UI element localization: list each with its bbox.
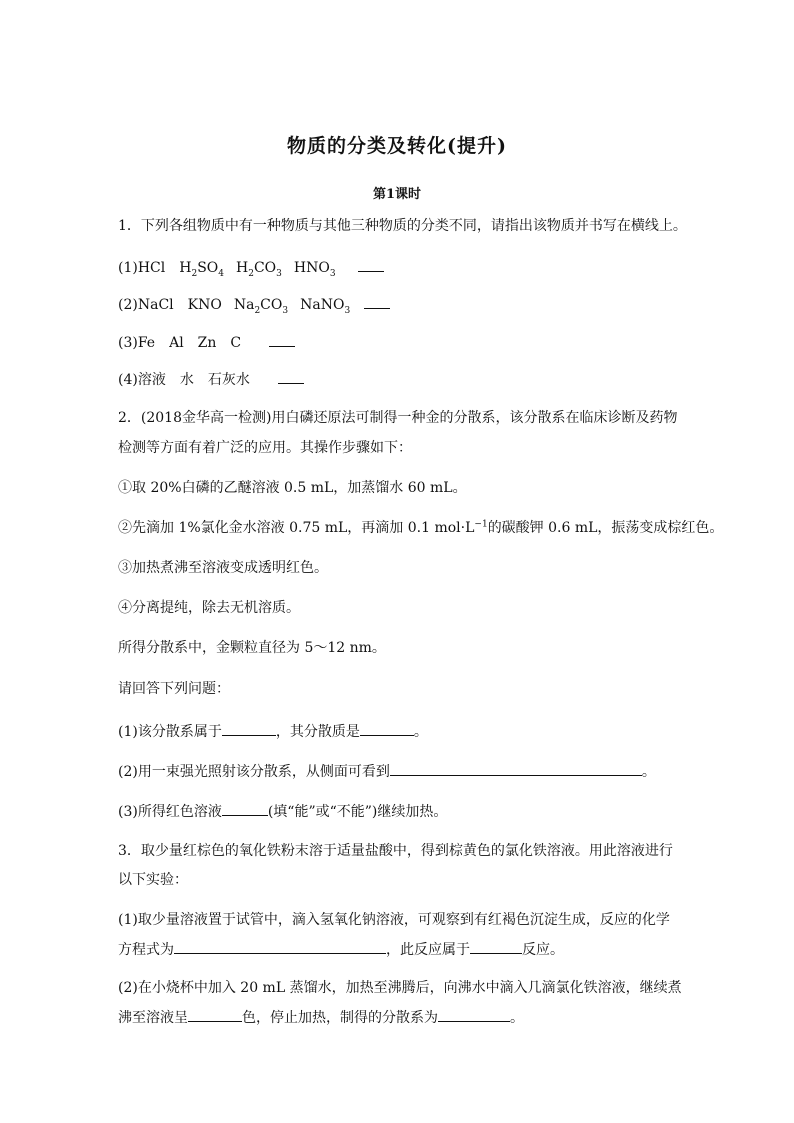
q2-part-1: (1)该分散系属于 ，其分散质是 。 (118, 721, 428, 741)
q2-result: 所得分散系中，金颗粒直径为 5～12 nm。 (118, 640, 386, 656)
q1-g1-num: (1) (118, 260, 138, 276)
lesson-subtitle: 第1课时 (372, 187, 422, 202)
q3-p2-system-blank[interactable] (438, 1007, 510, 1022)
q3-part-1-line2: 方程式为 ，此反应属于 反应。 (118, 939, 564, 959)
q1-stem: 1．下列各组物质中有一种物质与其他三种物质的分类不同，请指出该物质并书写在横线上。 (118, 218, 687, 234)
q2-step-4: ④分离提纯，除去无机溶质。 (118, 600, 300, 616)
q2-p1-blank-2[interactable] (360, 721, 414, 736)
q3-part-1-line1: (1)取少量溶液置于试管中，滴入氢氧化钠溶液，可观察到有红褐色沉淀生成，反应的化学 (118, 912, 670, 928)
q1-g3-answer-blank[interactable] (269, 332, 295, 347)
q2-stem-line1: 2．(2018金华高一检测)用白磷还原法可制得一种金的分散系，该分散系在临床诊断及药物 (118, 410, 678, 426)
q2-part-3: (3)所得红色溶液 (填“能”或“不能”)继续加热。 (118, 801, 447, 821)
q2-p2-blank[interactable] (390, 761, 642, 776)
q3-p1-reaction-blank[interactable] (470, 939, 522, 954)
q2-part-2: (2)用一束强光照射该分散系，从侧面可看到 。 (118, 761, 656, 781)
q1-group-1: (1)HCl $H_2SO_4$ $H_2CO_3$ $HNO_3$ (118, 257, 384, 277)
q1-group-4: (4)溶液 水 石灰水 (118, 369, 304, 389)
q3-part-2-line2: 沸至溶液呈 色，停止加热，制得的分散系为 。 (118, 1007, 524, 1027)
q1-group-2: (2)NaCl KNO $Na_2CO_3$ NaNO$_3$ (118, 294, 390, 314)
q2-step-3: ③加热煮沸至溶液变成透明红色。 (118, 560, 328, 576)
q2-stem-line2: 检测等方面有着广泛的应用。其操作步骤如下： (118, 440, 412, 456)
page-title: 物质的分类及转化(提升) (287, 135, 507, 157)
q1-g1-a: HCl (137, 260, 166, 276)
q1-g1-answer-blank[interactable] (358, 257, 384, 272)
q3-part-2-line1: (2)在小烧杯中加入 20 mL 蒸馏水，加热至沸腾后，向沸水中滴入几滴氯化铁溶液，继续煮 (118, 980, 682, 996)
q2-ask: 请回答下列问题： (118, 681, 230, 697)
q2-step-2: ②先滴加 1%氯化金水溶液 0.75 mL，再滴加 0.1 $mol\cdot L^{-1}$的碳酸钾 0.6 mL，振荡变成棕红色。 (118, 519, 724, 536)
q3-stem-line2: 以下实验： (118, 872, 188, 888)
q2-p1-blank-1[interactable] (222, 721, 276, 736)
q1-g4-answer-blank[interactable] (278, 369, 304, 384)
q3-p1-equation-blank[interactable] (174, 939, 386, 954)
q1-group-3: (3)Fe Al Zn C (118, 332, 295, 352)
q3-stem-line1: 3．取少量红棕色的氧化铁粉末溶于适量盐酸中，得到棕黄色的氯化铁溶液。用此溶液进行 (118, 843, 673, 859)
q2-step-1: ①取 20%白磷的乙醚溶液 0.5 mL，加蒸馏水 60 mL。 (118, 480, 467, 496)
q3-p2-color-blank[interactable] (188, 1007, 242, 1022)
q1-g2-answer-blank[interactable] (364, 294, 390, 309)
q2-p3-blank[interactable] (222, 801, 268, 816)
